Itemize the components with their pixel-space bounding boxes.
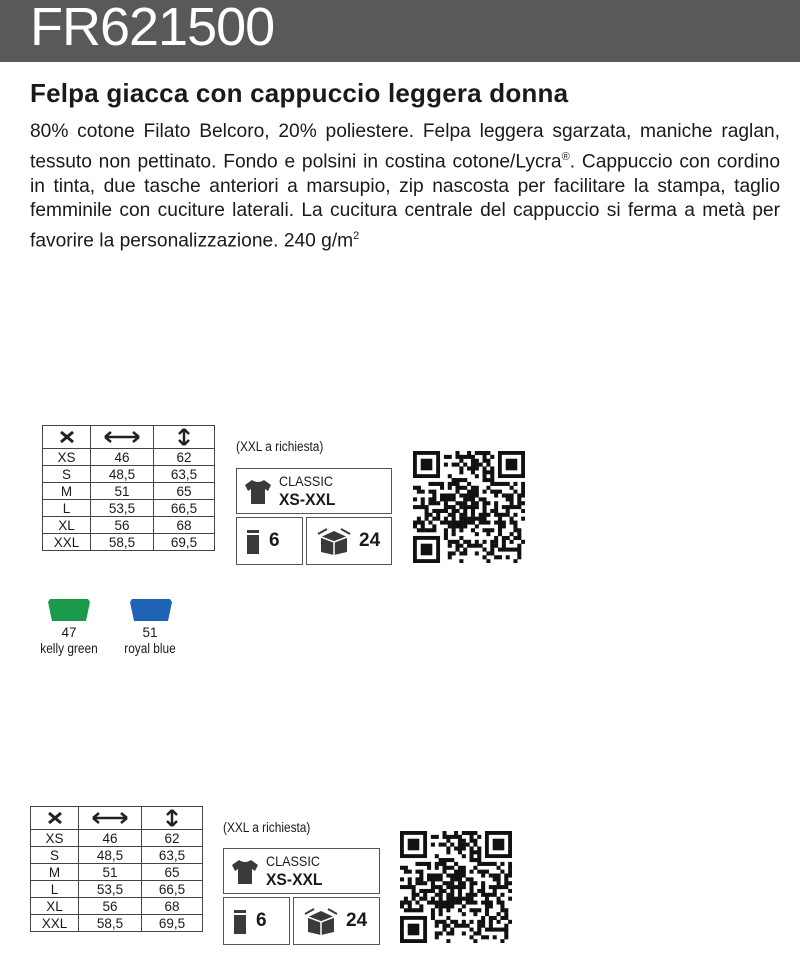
table-row bbox=[31, 898, 203, 915]
table-row bbox=[43, 466, 215, 483]
length-cell: 63,5 bbox=[154, 466, 215, 483]
bag-box bbox=[236, 517, 303, 565]
superscript-2: 2 bbox=[353, 229, 360, 242]
length-cell: 65 bbox=[154, 483, 215, 500]
qr-finder-pattern bbox=[408, 924, 420, 936]
length-cell: 66,5 bbox=[154, 500, 215, 517]
table-row bbox=[31, 915, 203, 932]
width-arrow-icon bbox=[79, 807, 142, 830]
size-cell: XS bbox=[43, 449, 91, 466]
fit-range: XS-XXL bbox=[279, 490, 336, 509]
table-row bbox=[43, 517, 215, 534]
product-description bbox=[30, 120, 780, 254]
royal-blue-swatch-shape bbox=[130, 599, 172, 621]
size-cell: M bbox=[43, 483, 91, 500]
length-arrow-icon bbox=[154, 426, 215, 449]
length-cell: 62 bbox=[154, 449, 215, 466]
width-cell: 53,5 bbox=[79, 881, 142, 898]
size-table bbox=[42, 425, 215, 551]
tshirt-icon bbox=[230, 859, 260, 885]
qr-finder-pattern bbox=[493, 839, 505, 851]
color-code-51: 51 bbox=[142, 625, 158, 640]
width-cell: 56 bbox=[79, 898, 142, 915]
size-cell: XS bbox=[31, 830, 79, 847]
color-name-kelly-green: kelly green bbox=[40, 641, 98, 656]
size-cell: XXL bbox=[31, 915, 79, 932]
size-cell: XL bbox=[31, 898, 79, 915]
availability-note: (XXL a richiesta) bbox=[223, 820, 311, 835]
header-bar bbox=[0, 0, 800, 62]
table-row bbox=[43, 449, 215, 466]
tshirt-icon bbox=[243, 479, 273, 505]
table-row bbox=[43, 534, 215, 551]
table-row bbox=[31, 830, 203, 847]
box-quantity: 24 bbox=[346, 910, 368, 931]
table-row bbox=[43, 483, 215, 500]
width-cell: 58,5 bbox=[79, 915, 142, 932]
fit-label: CLASSIC bbox=[279, 473, 333, 489]
size-table-duplicate bbox=[30, 806, 203, 932]
product-code: FR621500 bbox=[30, 0, 275, 57]
color-swatch-kelly-green[interactable] bbox=[48, 599, 90, 621]
description-text-2: . Cappuccio con cordino in tinta, due tasche anteriori a marsupio, zip nascosta per facilitare la stampa, taglio femminile con cuciture laterali. La cucitura centrale del cappuccio si ferma a metà per favorire la personalizzazione. 240 g/m bbox=[30, 150, 780, 252]
length-cell: 68 bbox=[142, 898, 203, 915]
fit-box bbox=[223, 848, 380, 894]
availability-note: (XXL a richiesta) bbox=[236, 439, 324, 454]
fit-label: CLASSIC bbox=[266, 853, 320, 869]
registered-mark: ® bbox=[561, 150, 570, 163]
carton-box bbox=[293, 897, 380, 945]
size-x-icon bbox=[43, 426, 91, 449]
fit-box bbox=[236, 468, 392, 514]
length-cell: 66,5 bbox=[142, 881, 203, 898]
table-row bbox=[43, 500, 215, 517]
table-row bbox=[31, 847, 203, 864]
kelly-green-swatch-shape bbox=[48, 599, 90, 621]
description-text-1: 80% cotone Filato Belcoro, 20% poliestere. Felpa leggera sgarzata, maniche raglan, tessuto non pettinato. Fondo e polsini in costina cotone/Lycra bbox=[30, 121, 780, 172]
width-cell: 48,5 bbox=[91, 466, 154, 483]
table-row bbox=[31, 864, 203, 881]
product-title: Felpa giacca con cappuccio leggera donna bbox=[30, 78, 569, 108]
width-cell: 56 bbox=[91, 517, 154, 534]
length-cell: 69,5 bbox=[142, 915, 203, 932]
qr-code[interactable] bbox=[413, 451, 525, 563]
length-cell: 68 bbox=[154, 517, 215, 534]
length-arrow-icon bbox=[142, 807, 203, 830]
length-cell: 63,5 bbox=[142, 847, 203, 864]
color-code-47: 47 bbox=[61, 625, 77, 640]
width-cell: 46 bbox=[79, 830, 142, 847]
bag-box bbox=[223, 897, 290, 945]
box-icon bbox=[317, 528, 351, 556]
fit-range: XS-XXL bbox=[266, 870, 323, 889]
bag-quantity: 6 bbox=[256, 910, 267, 931]
box-icon bbox=[304, 908, 338, 936]
width-cell: 51 bbox=[91, 483, 154, 500]
size-cell: M bbox=[31, 864, 79, 881]
width-arrow-icon bbox=[91, 426, 154, 449]
size-x-icon bbox=[31, 807, 79, 830]
color-name-royal-blue: royal blue bbox=[124, 641, 176, 656]
table-row bbox=[31, 881, 203, 898]
size-cell: XXL bbox=[43, 534, 91, 551]
size-cell: S bbox=[43, 466, 91, 483]
width-cell: 46 bbox=[91, 449, 154, 466]
width-cell: 48,5 bbox=[79, 847, 142, 864]
qr-finder-pattern bbox=[506, 459, 518, 471]
length-cell: 62 bbox=[142, 830, 203, 847]
length-cell: 69,5 bbox=[154, 534, 215, 551]
color-swatch-royal-blue[interactable] bbox=[130, 599, 172, 621]
box-quantity: 24 bbox=[359, 530, 381, 551]
bag-icon bbox=[246, 529, 260, 555]
bag-quantity: 6 bbox=[269, 530, 280, 551]
qr-finder-pattern bbox=[408, 839, 420, 851]
qr-finder-pattern bbox=[421, 544, 433, 556]
qr-finder-pattern bbox=[421, 459, 433, 471]
carton-box bbox=[306, 517, 392, 565]
length-cell: 65 bbox=[142, 864, 203, 881]
bag-icon bbox=[233, 909, 247, 935]
qr-code[interactable] bbox=[400, 831, 512, 943]
size-cell: XL bbox=[43, 517, 91, 534]
size-cell: S bbox=[31, 847, 79, 864]
width-cell: 58,5 bbox=[91, 534, 154, 551]
width-cell: 53,5 bbox=[91, 500, 154, 517]
width-cell: 51 bbox=[79, 864, 142, 881]
size-cell: L bbox=[31, 881, 79, 898]
size-cell: L bbox=[43, 500, 91, 517]
